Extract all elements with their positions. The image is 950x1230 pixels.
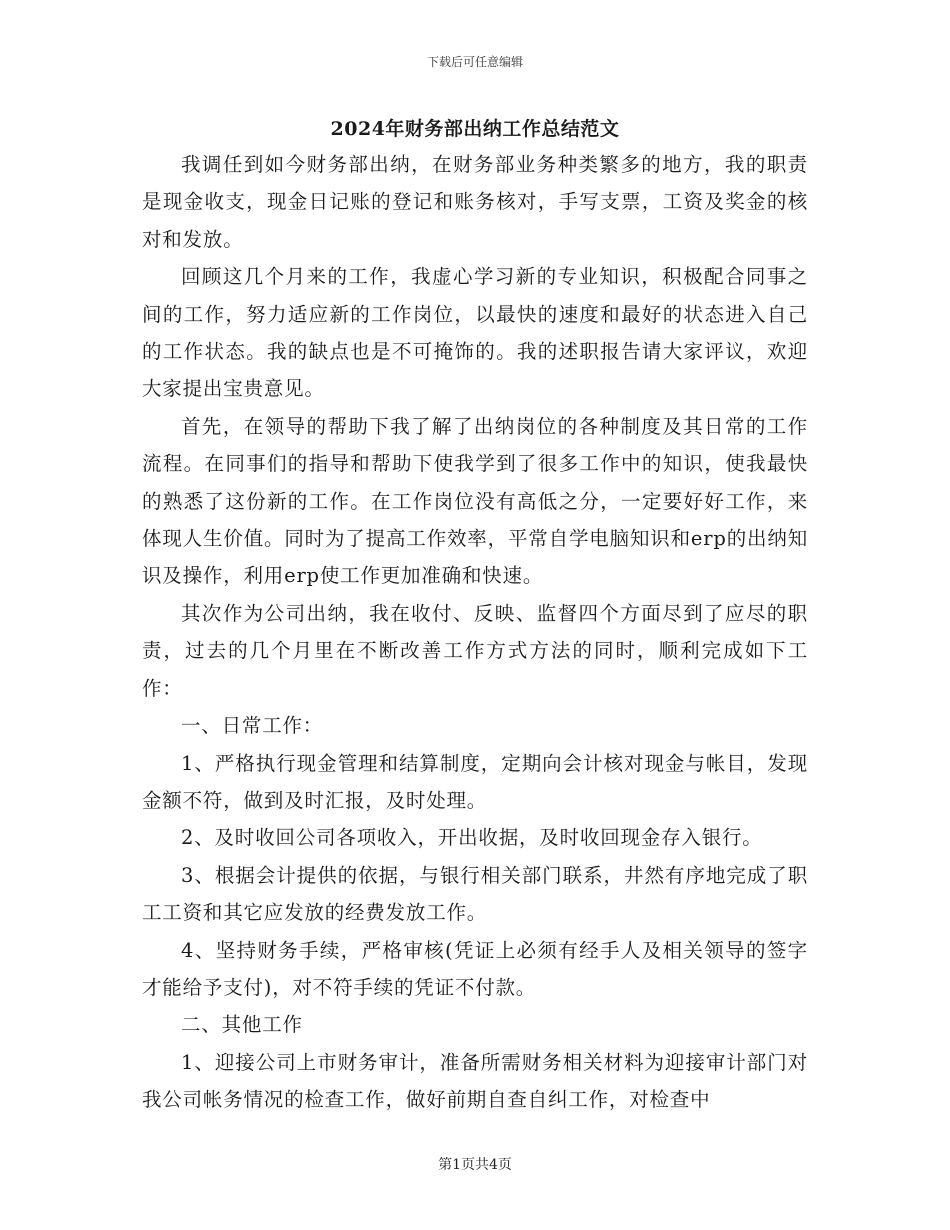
page-header-note: 下载后可任意编辑 (426, 55, 523, 69)
section-heading-other-work: 二、其他工作 (181, 1013, 303, 1037)
list-item: 2、及时收回公司各项收入，开出收据，及时收回现金存入银行。 (181, 826, 763, 850)
list-item: 1、严格执行现金管理和结算制度，定期向会计核对现金与帐目，发现金额不符，做到及时汇报，及时处理。 (142, 751, 808, 812)
paragraph-intro: 我调任到如今财务部出纳，在财务部业务种类繁多的地方，我的职责是现金收支，现金日记账的登记和账务核对，手写支票，工资及奖金的核对和发放。 (142, 153, 808, 251)
list-item: 1、迎接公司上市财务审计，准备所需财务相关材料为迎接审计部门对我公司帐务情况的检查工作，做好前期自查自纠工作，对检查中 (142, 1050, 808, 1112)
list-item: 3、根据会计提供的依据，与银行相关部门联系，井然有序地完成了职工工资和其它应发放的经费发放工作。 (142, 863, 808, 925)
paragraph-first: 首先，在领导的帮助下我了解了出纳岗位的各种制度及其日常的工作流程。在同事们的指导和帮助下使我学到了很多工作中的知识，使我最快的熟悉了这份新的工作。在工作岗位没有高低之分，一定要好好工作，来体现人生价值。同时为了提高工作效率，平常自学电脑知识和erp的出纳知识及操作，利用erp使工作更加准确和快速。 (142, 414, 808, 588)
list-item: 4、坚持财务手续，严格审核(凭证上必须有经手人及相关领导的签字才能给予支付)，对不符手续的凭证不付款。 (142, 938, 808, 999)
document-title: 2024年财务部出纳工作总结范文 (330, 118, 620, 140)
document-body (142, 146, 808, 1119)
paragraph-second: 其次作为公司出纳，我在收付、反映、监督四个方面尽到了应尽的职责，过去的几个月里在不断改善工作方式方法的同时，顺利完成如下工作： (142, 601, 808, 700)
section-heading-daily-work: 一、日常工作： (181, 714, 324, 738)
paragraph-review: 回顾这几个月来的工作，我虚心学习新的专业知识，积极配合同事之间的工作，努力适应新的工作岗位，以最快的速度和最好的状态进入自己的工作状态。我的缺点也是不可掩饰的。我的述职报告请大家评议，欢迎大家提出宝贵意见。 (142, 265, 808, 401)
page-number: 第1页共4页 (438, 1157, 512, 1173)
